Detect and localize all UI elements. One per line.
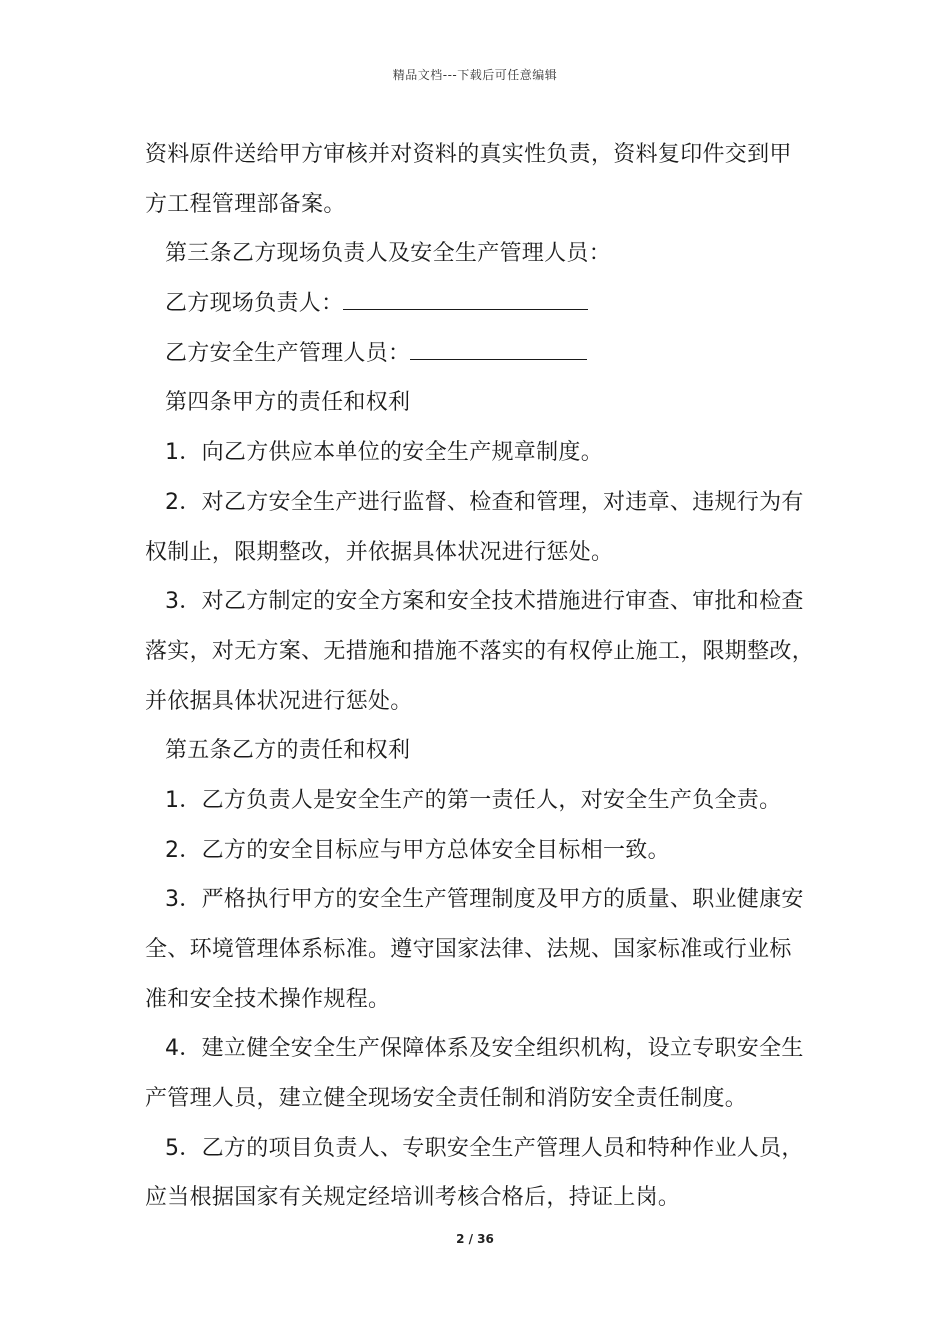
paragraph-line: 落实，对无方案、无措施和措施不落实的有权停止施工，限期整改，: [145, 638, 815, 664]
paragraph-line: 产管理人员，建立健全现场安全责任制和消防安全责任制度。: [145, 1086, 748, 1112]
paragraph-line: 资料原件送给甲方审核并对资料的真实性负责，资料复印件交到甲: [145, 142, 792, 167]
field-label: 乙方安全生产管理人员：: [165, 340, 411, 366]
list-item: 3．对乙方制定的安全方案和安全技术措施进行审查、审批和检查: [165, 589, 804, 615]
section-heading: 第四条甲方的责任和权利: [165, 390, 411, 416]
page-header: 精品文档---下载后可任意编辑: [392, 68, 558, 82]
paragraph-line: 应当根据国家有关规定经培训考核合格后，持证上岗。: [145, 1185, 681, 1211]
list-item: 1．向乙方供应本单位的安全生产规章制度。: [165, 440, 603, 466]
list-item: 1．乙方负责人是安全生产的第一责任人，对安全生产负全责。: [165, 787, 782, 813]
form-field-safety-officer: [145, 329, 825, 379]
page-number: 2 / 36: [456, 1232, 494, 1246]
paragraph-line: 准和安全技术操作规程。: [145, 986, 391, 1012]
list-item: 5．乙方的项目负责人、专职安全生产管理人员和特种作业人员，: [165, 1135, 804, 1161]
paragraph-line: 方工程管理部备案。: [145, 191, 346, 217]
list-item: 2．对乙方安全生产进行监督、检查和管理，对违章、违规行为有: [165, 489, 804, 515]
list-item: 2．乙方的安全目标应与甲方总体安全目标相一致。: [165, 837, 670, 863]
section-heading: 第三条乙方现场负责人及安全生产管理人员：: [165, 241, 612, 267]
list-item: 4．建立健全安全生产保障体系及安全组织机构，设立专职安全生: [165, 1036, 804, 1062]
fill-in-blank: [410, 333, 587, 360]
document-body: [145, 130, 825, 1223]
form-field-site-manager: [145, 279, 825, 329]
fill-in-blank: [343, 283, 588, 310]
paragraph-line: 权制止，限期整改，并依据具体状况进行惩处。: [145, 539, 614, 565]
list-item: 3．严格执行甲方的安全生产管理制度及甲方的质量、职业健康安: [165, 887, 804, 913]
paragraph-line: 并依据具体状况进行惩处。: [145, 688, 413, 714]
paragraph-line: 全、环境管理体系标准。遵守国家法律、法规、国家标准或行业标: [145, 937, 792, 962]
field-label: 乙方现场负责人：: [165, 291, 344, 317]
section-heading: 第五条乙方的责任和权利: [165, 738, 411, 764]
